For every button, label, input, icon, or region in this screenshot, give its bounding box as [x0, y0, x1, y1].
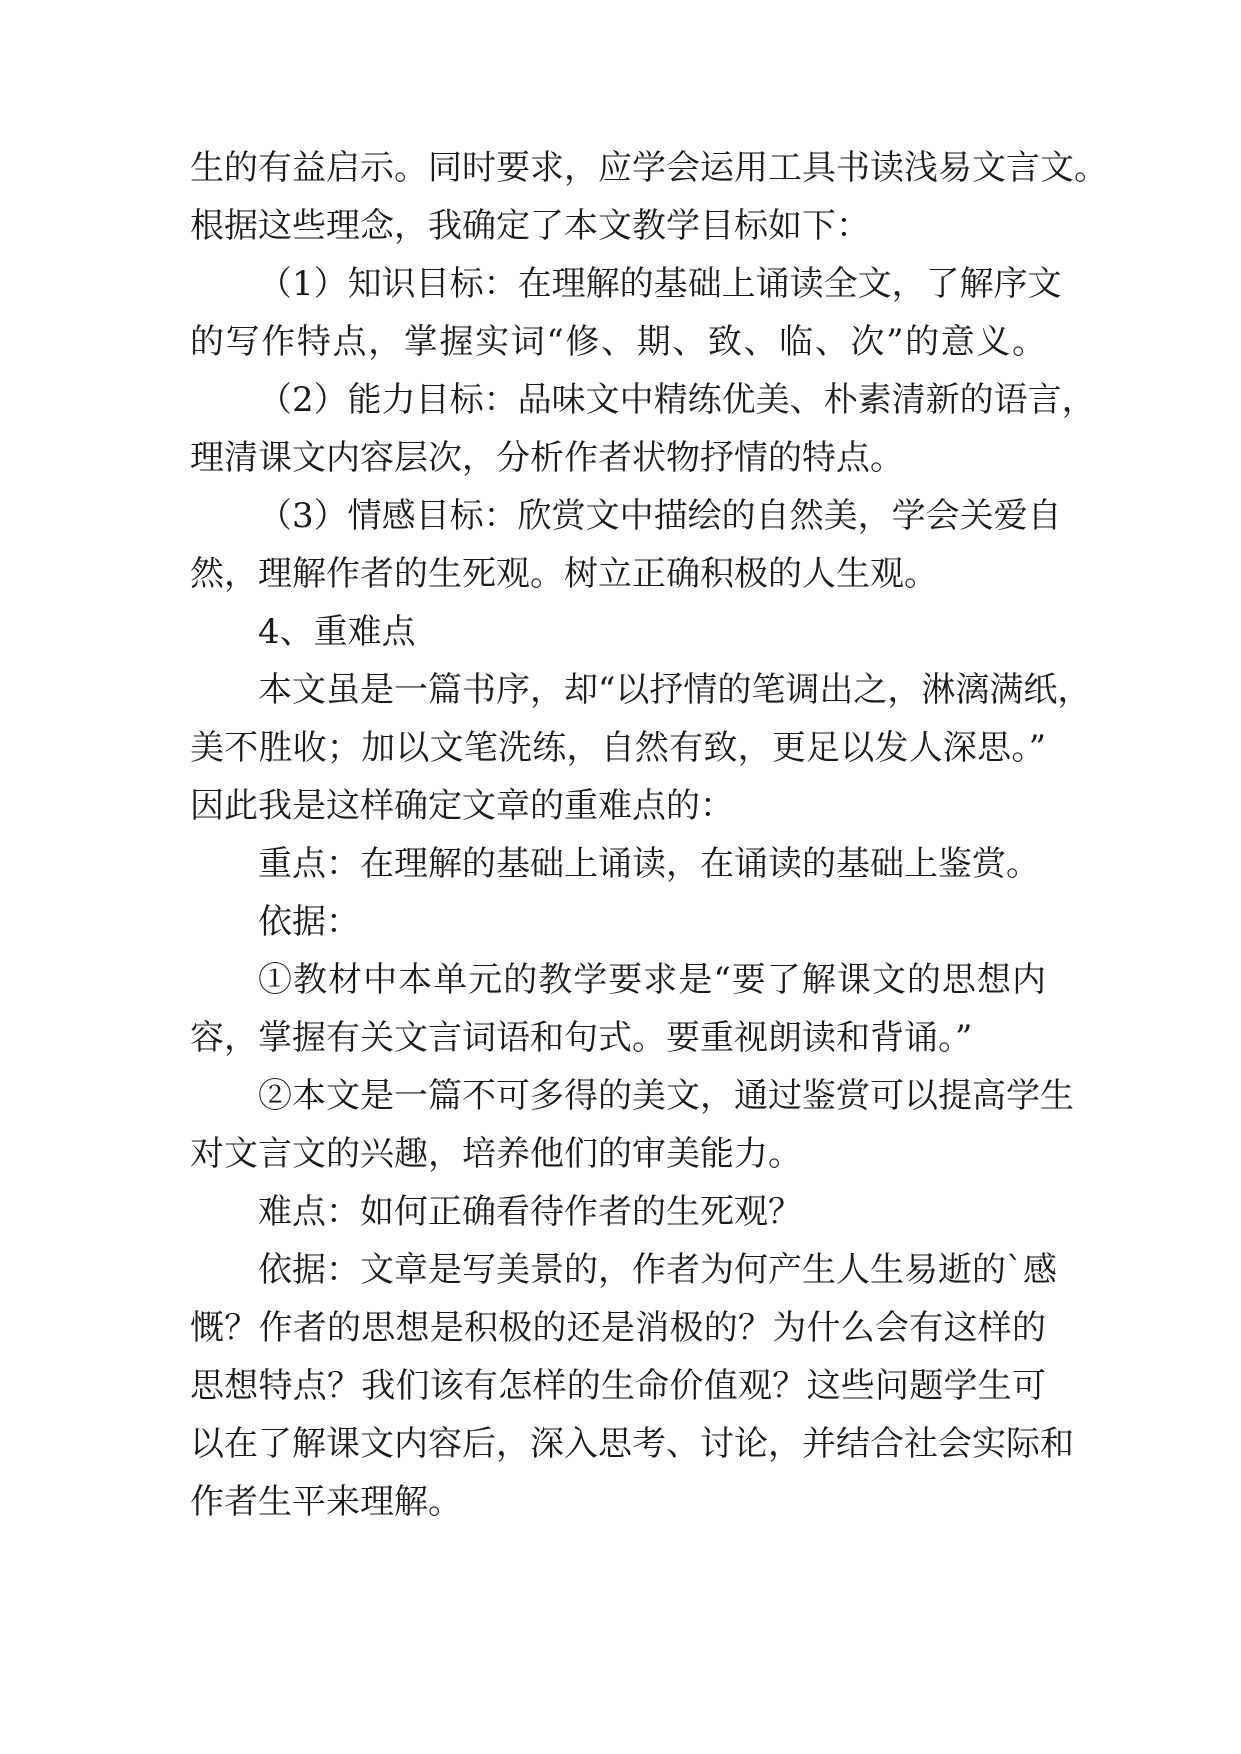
- text-line: 依据：: [258, 902, 360, 942]
- text-line: （1）知识目标：在理解的基础上诵读全文，了解序文: [258, 264, 1062, 304]
- section-heading: 4、重难点: [258, 612, 416, 652]
- text-line: ②本文是一篇不可多得的美文，通过鉴赏可以提高学生: [258, 1076, 1074, 1116]
- text-line: 以在了解课文内容后，深入思考、讨论，并结合社会实际和: [190, 1424, 1074, 1464]
- text-line: 然，理解作者的生死观。树立正确积极的人生观。: [190, 554, 938, 594]
- text-line: 生的有益启示。同时要求，应学会运用工具书读浅易文言文。: [190, 148, 1108, 188]
- text-line: 美不胜收；加以文笔洗练，自然有致，更足以发人深思。”: [190, 728, 1046, 768]
- text-line: 依据：文章是写美景的，作者为何产生人生易逝的`感: [258, 1250, 1057, 1290]
- text-line: 容，掌握有关文言词语和句式。要重视朗读和背诵。”: [190, 1018, 973, 1058]
- text-line: 因此我是这样确定文章的重难点的：: [190, 786, 734, 826]
- text-line: ①教材中本单元的教学要求是“要了解课文的思想内: [258, 960, 1046, 1000]
- text-line: 思想特点？我们该有怎样的生命价值观？这些问题学生可: [190, 1366, 1046, 1406]
- text-line: 对文言文的兴趣，培养他们的审美能力。: [190, 1134, 802, 1174]
- text-line: 作者生平来理解。: [190, 1482, 462, 1522]
- text-line: 本文虽是一篇书序，却“以抒情的笔调出之，淋漓满纸，: [258, 670, 1092, 710]
- text-line: 的写作特点，掌握实词“修、期、致、临、次”的意义。: [190, 322, 1046, 362]
- text-line: 根据这些理念，我确定了本文教学目标如下：: [190, 206, 870, 246]
- text-line: 难点：如何正确看待作者的生死观？: [258, 1192, 802, 1232]
- text-line: 重点：在理解的基础上诵读，在诵读的基础上鉴赏。: [258, 844, 1040, 884]
- text-line: （2）能力目标：品味文中精练优美、朴素清新的语言，: [258, 380, 1096, 420]
- text-line: 慨？作者的思想是积极的还是消极的？为什么会有这样的: [190, 1308, 1046, 1348]
- text-line: 理清课文内容层次，分析作者状物抒情的特点。: [190, 438, 904, 478]
- text-line: （3）情感目标：欣赏文中描绘的自然美，学会关爱自: [258, 496, 1062, 536]
